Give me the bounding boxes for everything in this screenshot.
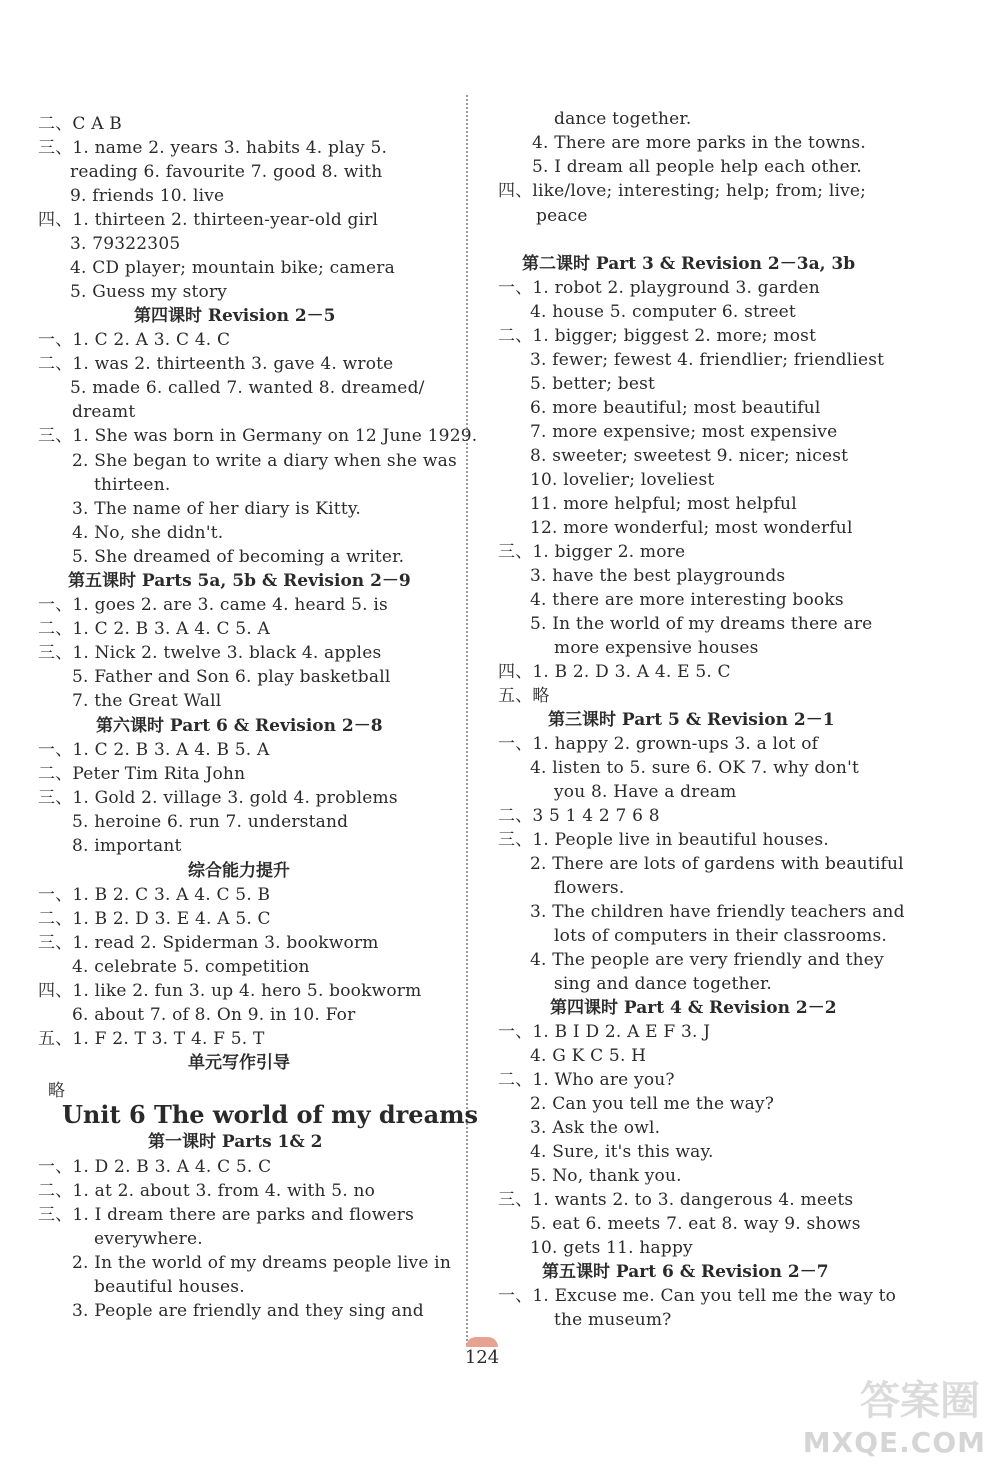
section-heading: 第一课时 Parts 1& 2 xyxy=(148,1132,323,1152)
answer-line: 四、1. like 2. fun 3. up 4. hero 5. bookworm xyxy=(38,981,422,1001)
left-column xyxy=(38,0,479,1471)
answer-line: everywhere. xyxy=(94,1229,203,1249)
answer-line: 5. I dream all people help each other. xyxy=(532,157,862,177)
answer-line: 2. She began to write a diary when she was xyxy=(72,451,457,471)
answer-line: 4. There are more parks in the towns. xyxy=(532,133,866,153)
answer-line: 9. friends 10. live xyxy=(70,186,225,206)
answer-line: sing and dance together. xyxy=(554,974,773,994)
section-heading: 单元写作引导 xyxy=(188,1053,290,1073)
answer-line: 5. Father and Son 6. play basketball xyxy=(72,667,391,687)
answer-line: 二、1. Who are you? xyxy=(498,1070,675,1090)
answer-line: 三、1. She was born in Germany on 12 June 1929. xyxy=(38,426,478,446)
section-heading: 第三课时 Part 5 & Revision 2－1 xyxy=(548,710,835,730)
section-heading: 第四课时 Part 4 & Revision 2－2 xyxy=(550,998,837,1018)
answer-line: flowers. xyxy=(554,878,625,898)
answer-line: 二、1. was 2. thirteenth 3. gave 4. wrote xyxy=(38,354,394,374)
column-divider xyxy=(466,95,468,1345)
answer-line: 4. The people are very friendly and they xyxy=(530,950,884,970)
answer-line: 3. Ask the owl. xyxy=(530,1118,661,1138)
answer-line: 三、1. Gold 2. village 3. gold 4. problems xyxy=(38,788,398,808)
answer-line: 三、1. name 2. years 3. habits 4. play 5. xyxy=(38,138,388,158)
answer-line: 4. Sure, it's this way. xyxy=(530,1142,714,1162)
answer-line: 2. Can you tell me the way? xyxy=(530,1094,775,1114)
answer-line: more expensive houses xyxy=(554,638,759,658)
answer-line: 三、1. wants 2. to 3. dangerous 4. meets xyxy=(498,1190,854,1210)
answer-line: 一、1. B I D 2. A E F 3. J xyxy=(498,1022,711,1042)
answer-line: 五、略 xyxy=(498,686,550,706)
answer-line: 5. No, thank you. xyxy=(530,1166,682,1186)
answer-line: 二、Peter Tim Rita John xyxy=(38,764,246,784)
answer-line: 一、1. happy 2. grown-ups 3. a lot of xyxy=(498,734,819,754)
answer-line: 二、1. at 2. about 3. from 4. with 5. no xyxy=(38,1181,376,1201)
page-tab-decoration xyxy=(466,1337,498,1347)
answer-line: 11. more helpful; most helpful xyxy=(530,494,797,514)
answer-line: 一、1. goes 2. are 3. came 4. heard 5. is xyxy=(38,595,388,615)
answer-line: 8. important xyxy=(72,836,182,856)
answer-line: 略 xyxy=(48,1081,66,1101)
answer-line: peace xyxy=(536,206,588,226)
answer-line: 4. No, she didn't. xyxy=(72,523,224,543)
section-heading: 第六课时 Part 6 & Revision 2－8 xyxy=(96,716,383,736)
answer-line: 二、3 5 1 4 2 7 6 8 xyxy=(498,806,660,826)
section-heading: 第五课时 Parts 5a, 5b & Revision 2－9 xyxy=(68,571,411,591)
answer-line: 4. house 5. computer 6. street xyxy=(530,302,796,322)
answer-line: dreamt xyxy=(72,402,136,422)
page-number xyxy=(460,1341,504,1375)
answer-line: 3. The children have friendly teachers and xyxy=(530,902,905,922)
answer-line: 7. the Great Wall xyxy=(72,691,222,711)
answer-line: 10. gets 11. happy xyxy=(530,1238,693,1258)
answer-line: you 8. Have a dream xyxy=(554,782,737,802)
answer-line: 一、1. B 2. C 3. A 4. C 5. B xyxy=(38,885,271,905)
answer-line: 10. lovelier; loveliest xyxy=(530,470,715,490)
answer-line: 3. People are friendly and they sing and xyxy=(72,1301,424,1321)
answer-line: 5. better; best xyxy=(530,374,656,394)
answer-line: 一、1. robot 2. playground 3. garden xyxy=(498,278,820,298)
answer-line: 三、1. bigger 2. more xyxy=(498,542,686,562)
answer-line: 二、1. B 2. D 3. E 4. A 5. C xyxy=(38,909,271,929)
section-heading: 第二课时 Part 3 & Revision 2－3a, 3b xyxy=(522,254,856,274)
answer-line: 4. there are more interesting books xyxy=(530,590,844,610)
answer-line: 4. G K C 5. H xyxy=(530,1046,647,1066)
answer-line: 三、1. I dream there are parks and flowers xyxy=(38,1205,414,1225)
answer-line: 8. sweeter; sweetest 9. nicer; nicest xyxy=(530,446,849,466)
answer-line: 二、1. C 2. B 3. A 4. C 5. A xyxy=(38,619,270,639)
answer-line: 5. Guess my story xyxy=(70,282,228,302)
answer-line: 五、1. F 2. T 3. T 4. F 5. T xyxy=(38,1029,265,1049)
section-heading: 第五课时 Part 6 & Revision 2－7 xyxy=(542,1262,829,1282)
answer-line: 一、1. D 2. B 3. A 4. C 5. C xyxy=(38,1157,272,1177)
answer-line: the museum? xyxy=(554,1310,672,1330)
right-column xyxy=(498,0,908,1471)
answer-line: 6. about 7. of 8. On 9. in 10. For xyxy=(72,1005,356,1025)
answer-line: 4. celebrate 5. competition xyxy=(72,957,310,977)
answer-line: 一、1. Excuse me. Can you tell me the way to xyxy=(498,1286,897,1306)
answer-line: 3. The name of her diary is Kitty. xyxy=(72,499,362,519)
answer-line: 三、1. Nick 2. twelve 3. black 4. apples xyxy=(38,643,382,663)
watermark-logo xyxy=(796,1369,986,1459)
unit-title: Unit 6 The world of my dreams xyxy=(62,1100,479,1129)
answer-line: 2. In the world of my dreams people live in xyxy=(72,1253,451,1273)
answer-line: 3. fewer; fewest 4. friendlier; friendliest xyxy=(530,350,885,370)
answer-line: 7. more expensive; most expensive xyxy=(530,422,838,442)
answer-line: reading 6. favourite 7. good 8. with xyxy=(70,162,383,182)
answer-line: beautiful houses. xyxy=(94,1277,245,1297)
watermark-site: MXQE.COM xyxy=(802,1426,986,1459)
answer-line: 四、1. B 2. D 3. A 4. E 5. C xyxy=(498,662,731,682)
answer-line: 5. eat 6. meets 7. eat 8. way 9. shows xyxy=(530,1214,861,1234)
answer-line: 5. heroine 6. run 7. understand xyxy=(72,812,349,832)
answer-line: 一、1. C 2. A 3. C 4. C xyxy=(38,330,231,350)
answer-line: lots of computers in their classrooms. xyxy=(554,926,887,946)
answer-line: 12. more wonderful; most wonderful xyxy=(530,518,853,538)
answer-line: 一、1. C 2. B 3. A 4. B 5. A xyxy=(38,740,270,760)
section-heading: 第四课时 Revision 2－5 xyxy=(134,306,336,326)
answer-line: 4. CD player; mountain bike; camera xyxy=(70,258,395,278)
answer-line: 三、1. People live in beautiful houses. xyxy=(498,830,829,850)
section-heading: 综合能力提升 xyxy=(188,861,290,881)
answer-line: 四、like/love; interesting; help; from; live; xyxy=(498,181,867,201)
answer-line: 三、1. read 2. Spiderman 3. bookworm xyxy=(38,933,379,953)
answer-line: 4. listen to 5. sure 6. OK 7. why don't xyxy=(530,758,859,778)
answer-line: 5. She dreamed of becoming a writer. xyxy=(72,547,405,567)
answer-line: 二、C A B xyxy=(38,114,122,134)
answer-line: 5. made 6. called 7. wanted 8. dreamed/ xyxy=(70,378,425,398)
answer-line: 6. more beautiful; most beautiful xyxy=(530,398,821,418)
answer-line: 四、1. thirteen 2. thirteen-year-old girl xyxy=(38,210,379,230)
answer-line: 2. There are lots of gardens with beautiful xyxy=(530,854,904,874)
answer-line: dance together. xyxy=(554,109,692,129)
page-number-text: 124 xyxy=(464,1347,500,1368)
answer-line: 3. 79322305 xyxy=(70,234,181,254)
answer-line: 3. have the best playgrounds xyxy=(530,566,786,586)
answer-line: 5. In the world of my dreams there are xyxy=(530,614,873,634)
watermark-cn: 答案圈 xyxy=(860,1378,980,1424)
answer-line: thirteen. xyxy=(94,475,171,495)
answer-line: 二、1. bigger; biggest 2. more; most xyxy=(498,326,817,346)
